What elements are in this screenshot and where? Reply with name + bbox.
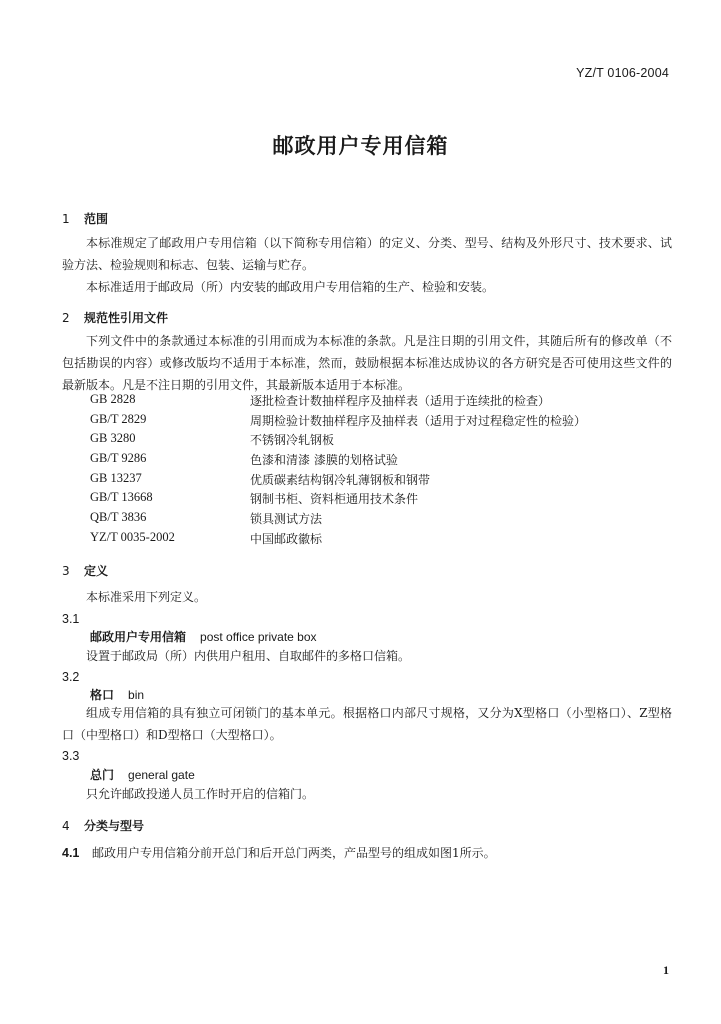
reference-code: GB/T 13668 <box>90 490 153 505</box>
document-code: YZ/T 0106-2004 <box>576 66 669 80</box>
reference-code: YZ/T 0035-2002 <box>90 529 175 544</box>
section-number: 2 <box>62 311 70 325</box>
reference-item <box>90 530 586 550</box>
reference-code: GB 2828 <box>90 392 136 406</box>
section-2-paragraph: 下列文件中的条款通过本标准的引用而成为本标准的条款。凡是注日期的引用文件，其随后所有的修改单（不包括勘误的内容）或修改版均不适用于本标准，然而，鼓励根据本标准达成协议的各方研究是否可使用这些文件的最新版本。凡是不注日期的引用文件，其最新版本适用于本标准。 <box>62 334 672 392</box>
term-english: post office private box <box>200 630 317 644</box>
definition-number: 3.1 <box>62 612 80 626</box>
definition-text: 设置于邮政局（所）内供用户租用、自取邮件的多格口信箱。 <box>86 649 411 663</box>
definition-text: 组成专用信箱的具有独立可闭锁门的基本单元。根据格口内部尺寸规格，又分为X型格口（小型格口）、Z型格口（中型格口）和D型格口（大型格口）。 <box>62 706 672 742</box>
reference-name: 优质碳素结构钢冷轧薄钢板和钢带 <box>250 472 431 487</box>
reference-name: 逐批检查计数抽样程序及抽样表（适用于连续批的检查） <box>250 394 551 408</box>
section-3-intro: 本标准采用下列定义。 <box>86 590 207 604</box>
reference-code: GB/T 2829 <box>90 411 147 426</box>
page-number: 1 <box>663 963 669 977</box>
reference-item <box>90 431 586 451</box>
reference-code: GB 3280 <box>90 431 136 446</box>
reference-name: 锁具测试方法 <box>250 512 323 527</box>
reference-code: GB/T 9286 <box>90 451 147 466</box>
reference-code: GB 13237 <box>90 470 142 485</box>
reference-item <box>90 451 586 471</box>
section-number: 3 <box>62 564 70 578</box>
reference-item <box>90 490 586 510</box>
section-1-paragraph-2: 本标准适用于邮政局（所）内安装的邮政用户专用信箱的生产、检验和安装。 <box>86 280 495 294</box>
section-title: 范围 <box>84 212 109 226</box>
section-title: 定义 <box>84 564 109 578</box>
section-number: 4 <box>62 819 70 833</box>
reference-name: 周期检验计数抽样程序及抽样表（适用于对过程稳定性的检验） <box>250 413 587 428</box>
section-title: 规范性引用文件 <box>84 311 169 325</box>
reference-item <box>90 392 586 412</box>
reference-name: 色漆和清漆 漆膜的划格试验 <box>250 453 398 468</box>
reference-item <box>90 510 586 530</box>
section-1-heading <box>62 210 672 227</box>
definition-number: 3.2 <box>62 670 80 684</box>
term-chinese: 总门 <box>90 768 115 782</box>
definition-term <box>62 686 700 703</box>
clause-4-1 <box>62 845 672 861</box>
definition-term <box>62 766 700 783</box>
definition-text: 只允许邮政投递人员工作时开启的信箱门。 <box>86 787 315 801</box>
term-english: general gate <box>128 768 195 782</box>
clause-text: 邮政用户专用信箱分前开总门和后开总门两类，产品型号的组成如图1所示。 <box>92 846 496 860</box>
document-title: 邮政用户专用信箱 <box>272 134 449 158</box>
section-title: 分类与型号 <box>84 819 145 833</box>
term-chinese: 格口 <box>90 688 115 702</box>
section-4-heading <box>62 817 672 834</box>
reference-list <box>90 392 586 550</box>
definition-number: 3.3 <box>62 749 80 763</box>
section-1-paragraph-1: 本标准规定了邮政用户专用信箱（以下简称专用信箱）的定义、分类、型号、结构及外形尺寸、技术要求、试验方法、检验规则和标志、包装、运输与贮存。 <box>62 236 672 272</box>
section-number: 1 <box>62 212 70 226</box>
clause-number: 4.1 <box>62 846 80 860</box>
definition-term <box>62 628 700 645</box>
section-2-heading <box>62 309 672 326</box>
reference-item <box>90 471 586 491</box>
term-english: bin <box>128 688 145 702</box>
reference-name: 不锈钢冷轧钢板 <box>250 433 335 448</box>
term-chinese: 邮政用户专用信箱 <box>90 630 187 644</box>
reference-item <box>90 412 586 432</box>
reference-name: 中国邮政徽标 <box>250 531 323 546</box>
section-3-heading <box>62 562 672 579</box>
reference-name: 钢制书柜、资料柜通用技术条件 <box>250 492 419 507</box>
reference-code: QB/T 3836 <box>90 510 147 525</box>
